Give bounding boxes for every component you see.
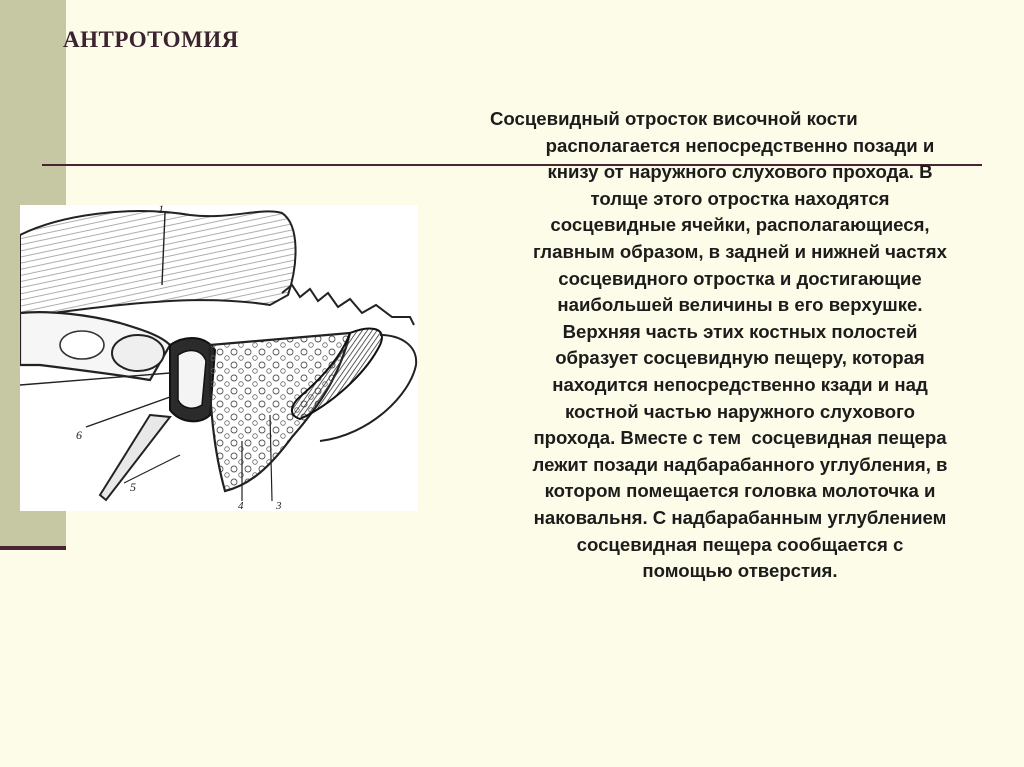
figure-label-6: 6 — [76, 428, 82, 442]
left-band-divider — [0, 546, 66, 550]
body-line: лежит позади надбарабанного углубления, в — [532, 453, 948, 475]
body-line: котором помещается головка молоточка и — [544, 480, 936, 502]
figure-label-4: 4 — [238, 500, 244, 511]
body-line: толще этого отростка находятся — [590, 187, 890, 209]
figure-label-3: 3 — [276, 500, 282, 511]
body-line: сосцевидная пещера сообщается с — [576, 533, 904, 555]
body-line: располагается непосредственно позади и — [545, 134, 935, 156]
anatomy-figure — [20, 205, 418, 511]
body-line: находится непосредственно кзади и над — [552, 373, 928, 395]
body-line: Верхняя часть этих костных полостей — [562, 320, 918, 342]
body-paragraph — [470, 106, 1010, 585]
body-line: Сосцевидный отросток височной кости — [490, 108, 858, 129]
figure-label-1: 1 — [158, 205, 164, 216]
body-line: образует сосцевидную пещеру, которая — [555, 347, 925, 369]
body-line: сосцевидные ячейки, располагающиеся, — [550, 214, 930, 236]
body-line: костной частью наружного слухового — [564, 400, 916, 422]
figure-label-5: 5 — [130, 480, 136, 494]
temporal-bone-illustration-icon — [20, 205, 418, 511]
body-line: наибольшей величины в его верхушке. — [557, 294, 923, 316]
body-line: помощью отверстия. — [642, 560, 838, 582]
slide-title: АНТРОТОМИЯ — [63, 27, 239, 52]
body-line: сосцевидного отростка и достигающие — [558, 267, 922, 289]
body-line: главным образом, в задней и нижней частях — [533, 240, 947, 262]
body-line: наковальня. С надбарабанным углублением — [533, 506, 947, 528]
body-line: книзу от наружного слухового прохода. В — [547, 161, 933, 183]
body-line: прохода. Вместе с тем сосцевидная пещера — [533, 427, 947, 449]
